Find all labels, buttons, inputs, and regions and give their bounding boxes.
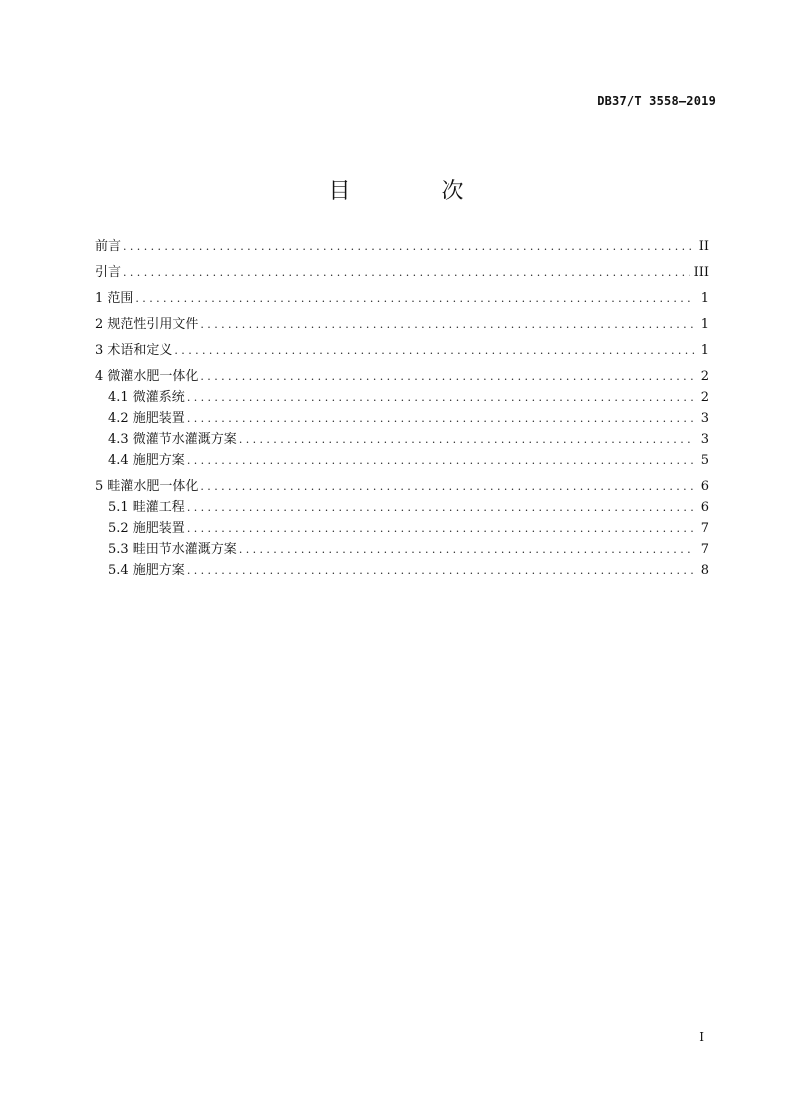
toc-entry-page: 6 bbox=[700, 479, 709, 494]
toc-entry-page: 2 bbox=[700, 390, 709, 405]
toc-leader-dots bbox=[187, 408, 695, 429]
toc-entry-foreword[interactable] bbox=[95, 236, 709, 257]
toc-entry-page: 8 bbox=[700, 563, 709, 578]
toc-entry-label: 3 术语和定义 bbox=[95, 343, 173, 358]
table-of-contents bbox=[95, 236, 709, 581]
toc-entry-label: 5.3 畦田节水灌溉方案 bbox=[108, 542, 237, 557]
toc-entry-page: 7 bbox=[700, 542, 709, 557]
toc-leader-dots bbox=[123, 262, 690, 283]
toc-entry-5-3[interactable] bbox=[95, 539, 709, 560]
toc-entry-page: 7 bbox=[700, 521, 709, 536]
toc-entry-label: 5 畦灌水肥一体化 bbox=[95, 479, 199, 494]
toc-entry-label: 5.1 畦灌工程 bbox=[108, 500, 185, 515]
toc-leader-dots bbox=[187, 387, 695, 408]
toc-entry-page: 3 bbox=[700, 411, 709, 426]
toc-entry-page: 6 bbox=[700, 500, 709, 515]
toc-entry-5-1[interactable] bbox=[95, 497, 709, 518]
page-title: 目 次 bbox=[328, 179, 506, 204]
toc-entry-4-2[interactable] bbox=[95, 408, 709, 429]
toc-entry-scope[interactable] bbox=[95, 288, 709, 309]
toc-entry-label: 4.2 施肥装置 bbox=[108, 411, 185, 426]
toc-entry-page: III bbox=[693, 265, 709, 280]
toc-entry-label: 4.1 微灌系统 bbox=[108, 390, 185, 405]
toc-entry-label: 2 规范性引用文件 bbox=[95, 317, 199, 332]
toc-leader-dots bbox=[187, 450, 695, 471]
toc-leader-dots bbox=[239, 539, 695, 560]
toc-entry-terms-definitions[interactable] bbox=[95, 340, 709, 361]
toc-entry-label: 前言 bbox=[95, 239, 122, 254]
toc-leader-dots bbox=[174, 340, 695, 361]
toc-entry-page: 1 bbox=[700, 317, 709, 332]
toc-entry-page: 1 bbox=[700, 343, 709, 358]
toc-entry-label: 4 微灌水肥一体化 bbox=[95, 369, 199, 384]
toc-entry-label: 4.3 微灌节水灌溉方案 bbox=[108, 432, 237, 447]
toc-leader-dots bbox=[200, 314, 695, 335]
toc-leader-dots bbox=[187, 518, 695, 539]
toc-entry-4-3[interactable] bbox=[95, 429, 709, 450]
toc-entry-5-2[interactable] bbox=[95, 518, 709, 539]
toc-entry-4-4[interactable] bbox=[95, 450, 709, 471]
page-number: I bbox=[699, 1030, 704, 1044]
toc-entry-page: II bbox=[698, 239, 709, 254]
toc-leader-dots bbox=[123, 236, 695, 257]
toc-entry-label: 5.2 施肥装置 bbox=[108, 521, 185, 536]
toc-entry-normative-references[interactable] bbox=[95, 314, 709, 335]
toc-entry-label: 1 范围 bbox=[95, 291, 134, 306]
toc-entry-page: 2 bbox=[700, 369, 709, 384]
toc-leader-dots bbox=[200, 366, 695, 387]
toc-entry-label: 引言 bbox=[95, 265, 122, 280]
toc-entry-page: 5 bbox=[700, 453, 709, 468]
toc-entry-introduction[interactable] bbox=[95, 262, 709, 283]
toc-entry-section-4[interactable] bbox=[95, 366, 709, 387]
toc-entry-5-4[interactable] bbox=[95, 560, 709, 581]
toc-entry-label: 5.4 施肥方案 bbox=[108, 563, 185, 578]
toc-entry-page: 3 bbox=[700, 432, 709, 447]
toc-leader-dots bbox=[187, 497, 695, 518]
toc-leader-dots bbox=[239, 429, 695, 450]
toc-leader-dots bbox=[135, 288, 695, 309]
toc-entry-section-5[interactable] bbox=[95, 476, 709, 497]
toc-entry-page: 1 bbox=[700, 291, 709, 306]
toc-leader-dots bbox=[200, 476, 695, 497]
toc-leader-dots bbox=[187, 560, 695, 581]
standard-code: DB37/T 3558—2019 bbox=[597, 94, 716, 108]
toc-entry-label: 4.4 施肥方案 bbox=[108, 453, 185, 468]
toc-entry-4-1[interactable] bbox=[95, 387, 709, 408]
